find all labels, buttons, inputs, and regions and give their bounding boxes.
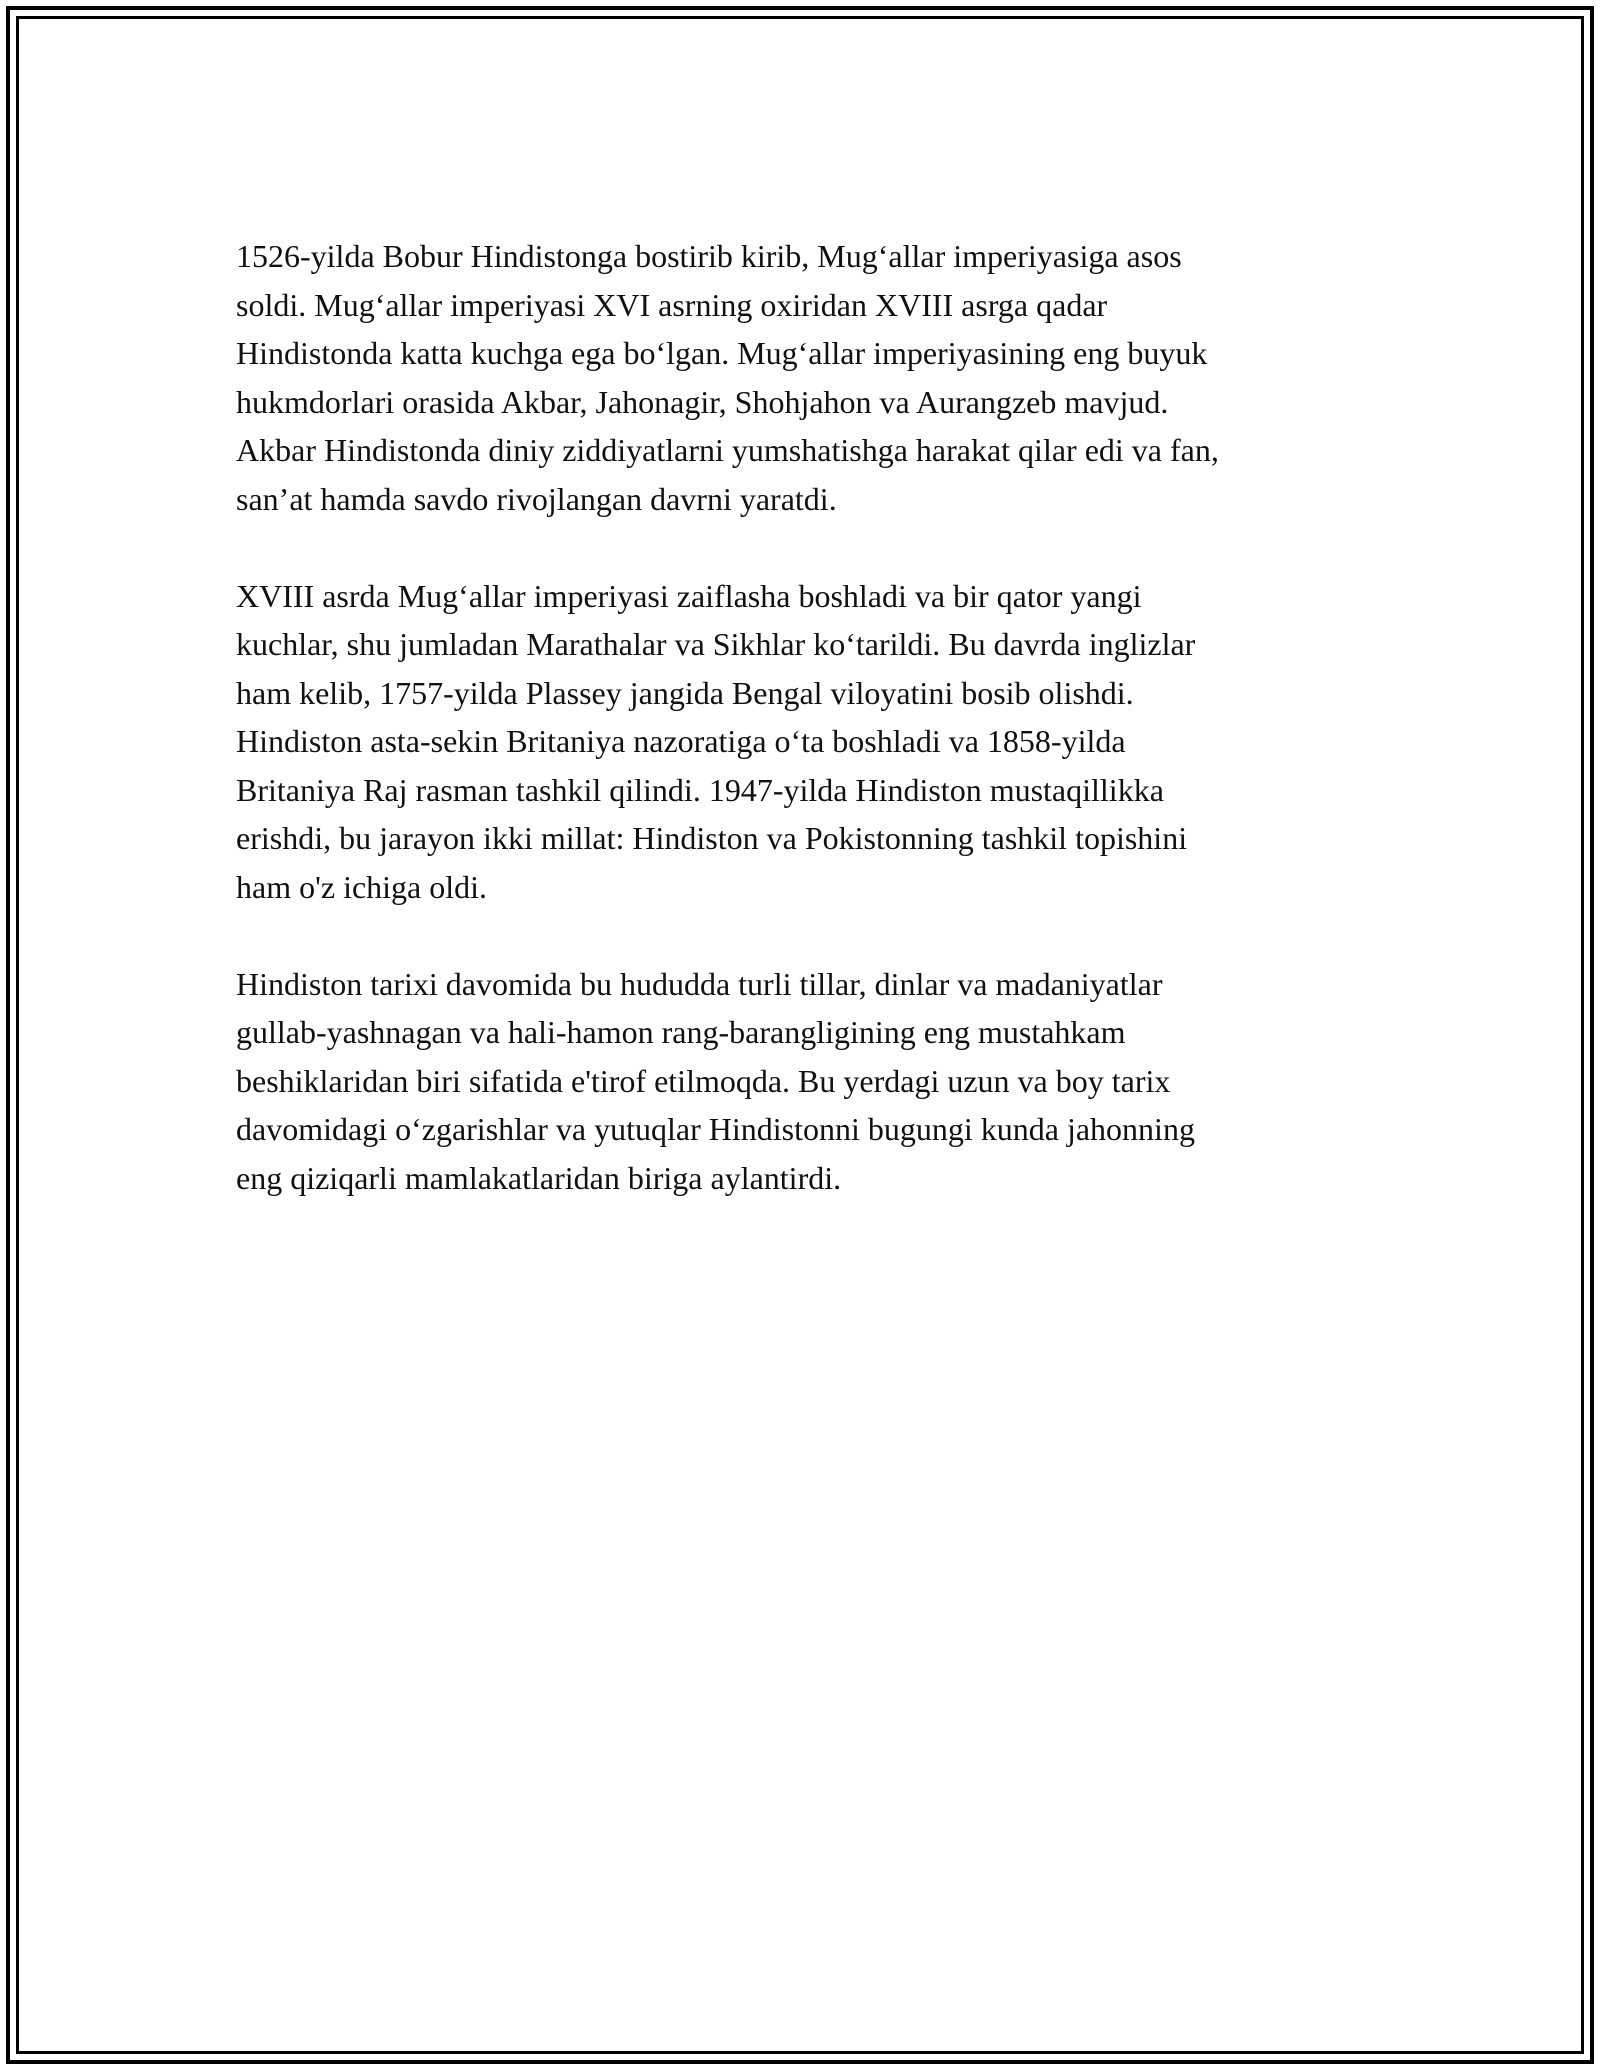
text-line: XVIII asrda Mug‘allar imperiyasi zaiflasha boshladi va bir qator yangi <box>236 577 1142 614</box>
text-line: Britaniya Raj rasman tashkil qilindi. 1947-yilda Hindiston mustaqillikka <box>236 771 1164 808</box>
text-line: ham kelib, 1757-yilda Plassey jangida Bengal viloyatini bosib olishdi. <box>236 674 1134 711</box>
text-line: Hindiston tarixi davomida bu hududda turli tillar, dinlar va madaniyatlar <box>236 965 1163 1002</box>
text-line: gullab-yashnagan va hali-hamon rang-barangligining eng mustahkam <box>236 1014 1126 1050</box>
text-line: Hindiston asta-sekin Britaniya nazoratiga o‘ta boshladi va 1858-yilda <box>236 723 1126 759</box>
text-line: ham o'z ichiga oldi. <box>236 868 488 905</box>
text-line: beshiklaridan biri sifatida e'tirof etilmoqda. Bu yerdagi uzun va boy tarix <box>236 1062 1171 1099</box>
text-line: Akbar Hindistonda diniy ziddiyatlarni yumshatishga harakat qilar edi va fan, <box>236 432 1219 468</box>
text-line: 1526-yilda Bobur Hindistonga bostirib kirib, Mug‘allar imperiyasiga asos <box>236 238 1182 274</box>
text-line: kuchlar, shu jumladan Marathalar va Sikhlar ko‘tarildi. Bu davrda inglizlar <box>236 626 1196 662</box>
text-line: hukmdorlari orasida Akbar, Jahonagir, Shohjahon va Aurangzeb mavjud. <box>236 383 1169 420</box>
paragraph-1 <box>236 232 1376 523</box>
text-line: eng qiziqarli mamlakatlaridan biriga aylantirdi. <box>236 1159 842 1196</box>
text-line: san’at hamda savdo rivojlangan davrni yaratdi. <box>236 480 837 517</box>
paragraph-2 <box>236 572 1376 912</box>
paragraph-3 <box>236 960 1376 1203</box>
text-line: Hindistonda katta kuchga ega bo‘lgan. Mug‘allar imperiyasining eng buyuk <box>236 335 1208 371</box>
document-body <box>236 232 1376 1251</box>
text-line: davomidagi o‘zgarishlar va yutuqlar Hindistonni bugungi kunda jahonning <box>236 1111 1195 1147</box>
text-line: erishdi, bu jarayon ikki millat: Hindiston va Pokistonning tashkil topishini <box>236 820 1188 856</box>
text-line: soldi. Mug‘allar imperiyasi XVI asrning oxiridan XVIII asrga qadar <box>236 286 1108 323</box>
